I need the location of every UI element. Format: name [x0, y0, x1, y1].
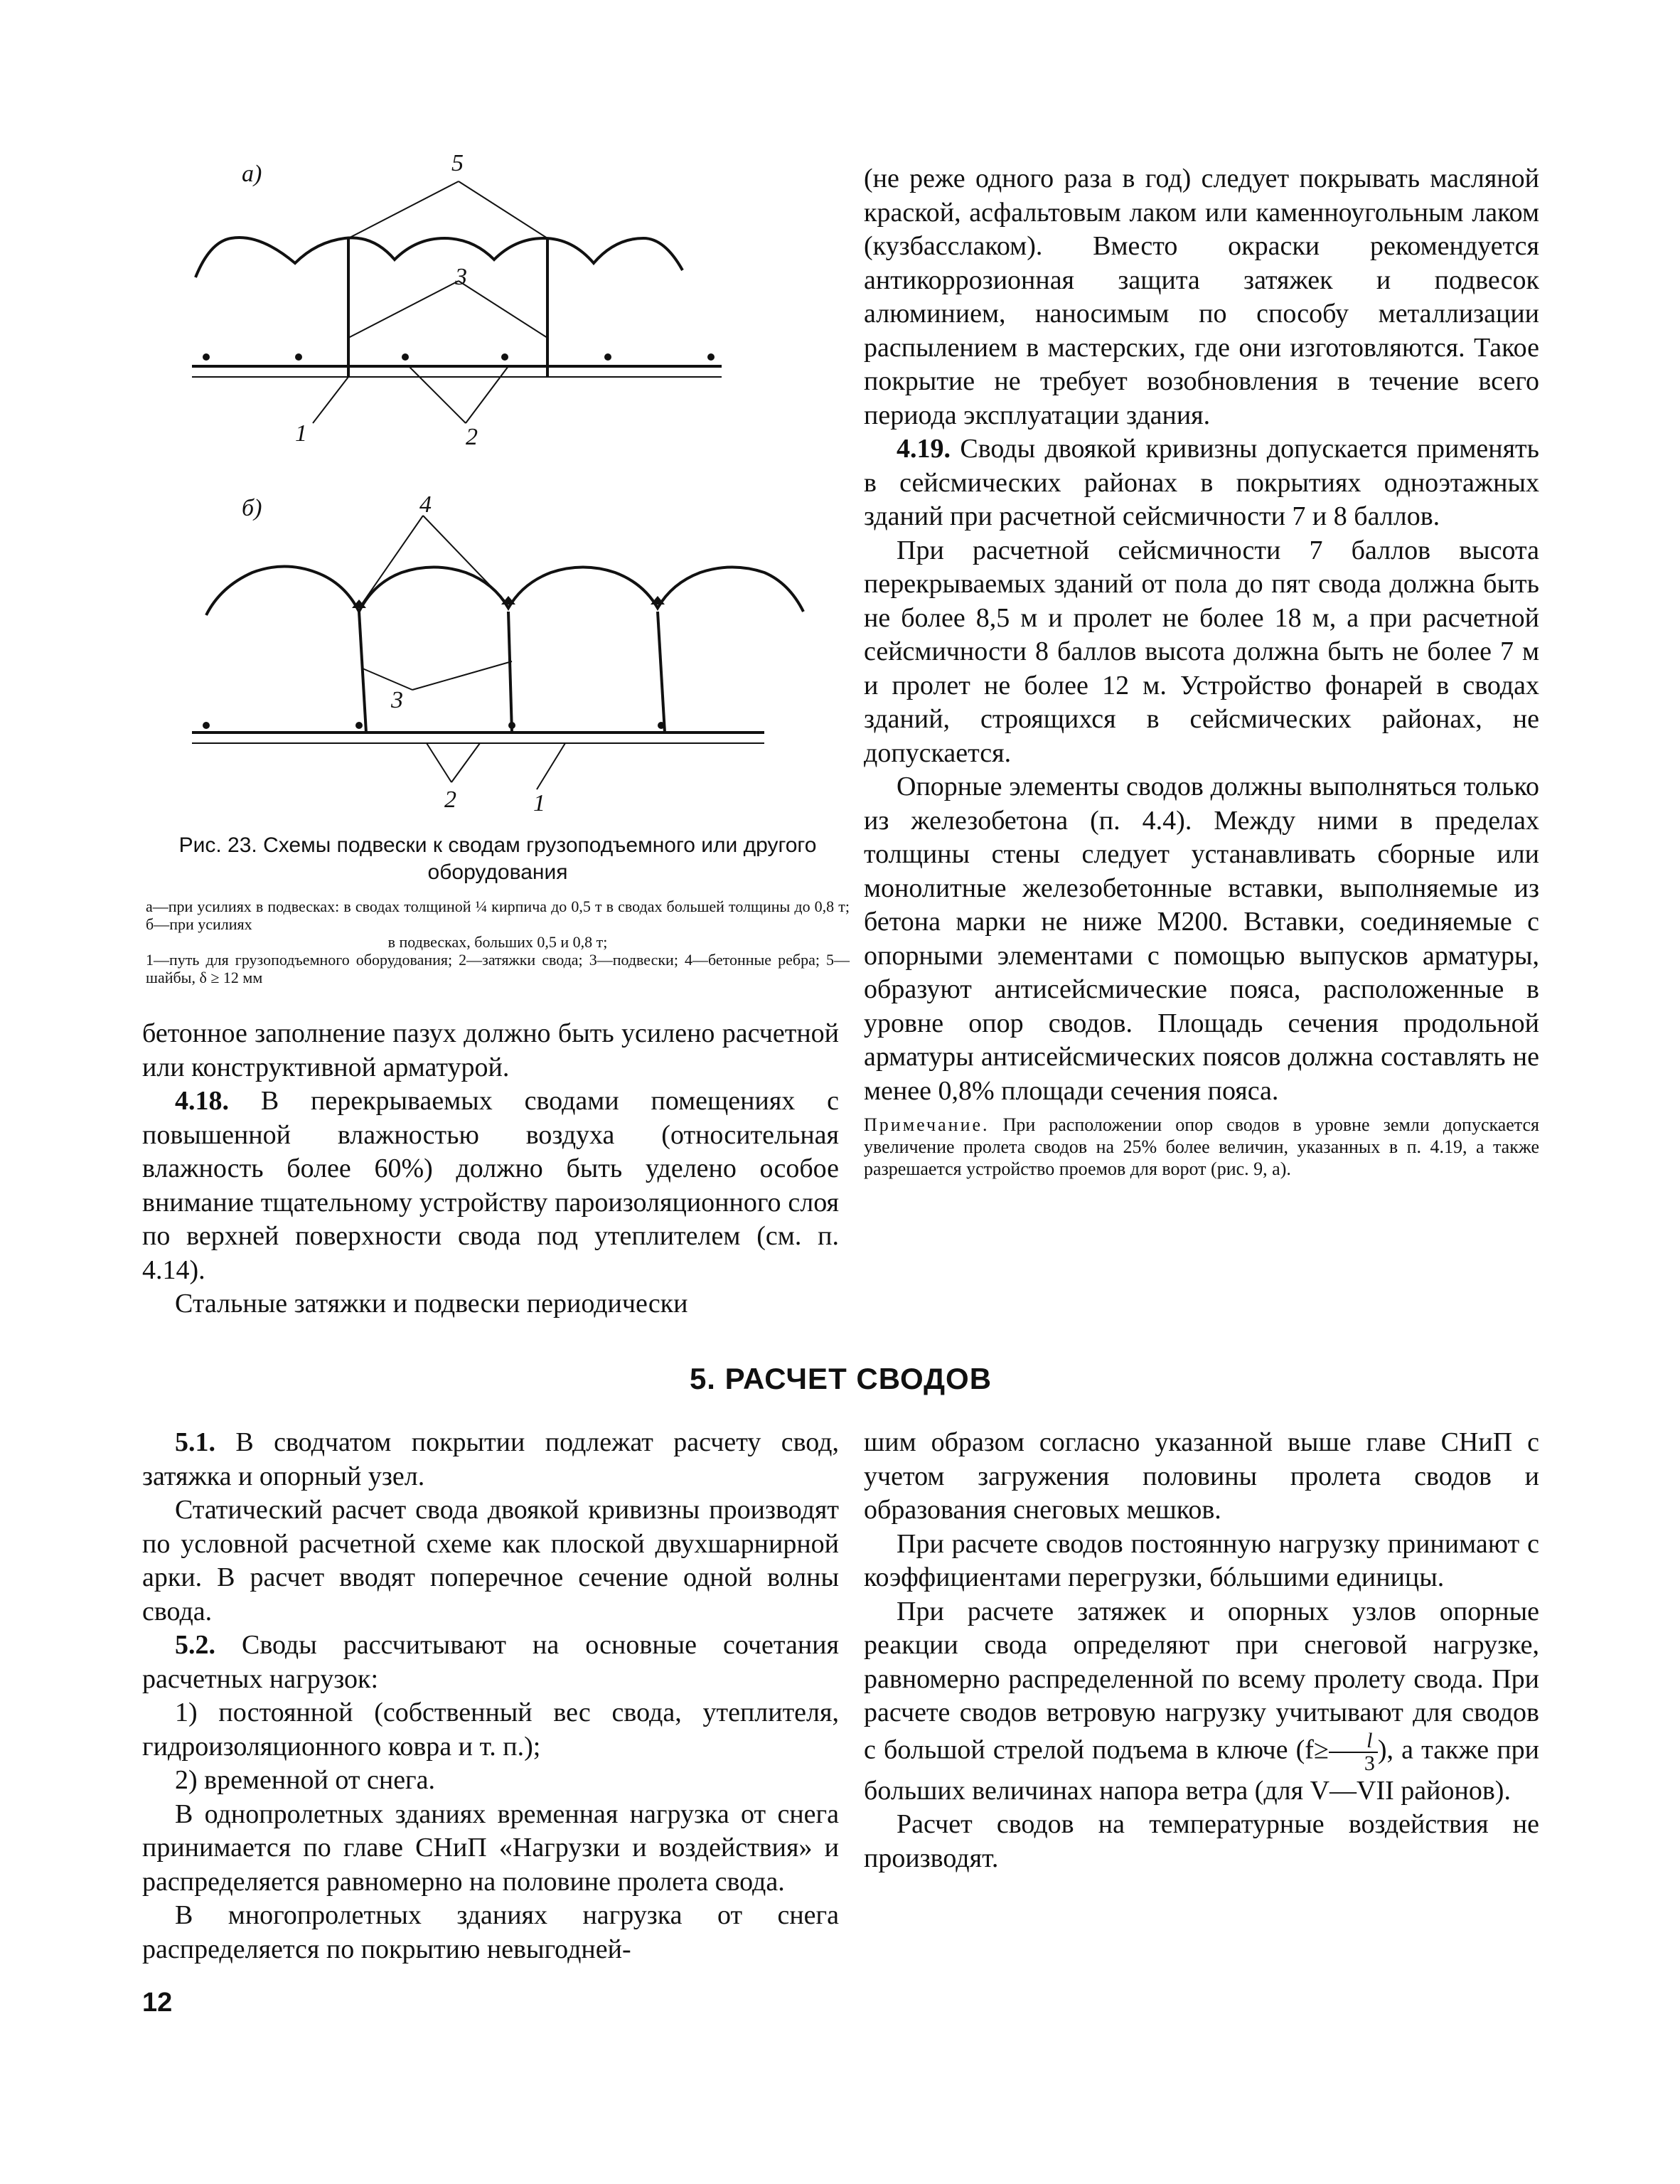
figure-drawing — [153, 142, 835, 832]
legend-line: в подвесках, больших 0,5 и 0,8 т; — [387, 933, 608, 951]
leader-2ba — [427, 743, 451, 782]
label-2-b: 2 — [444, 787, 456, 813]
vault-arch — [196, 238, 683, 277]
paragraph: В однопролетных зданиях временная нагрузка от снега принимается по главе СНиП «Нагрузки и воздействия» и распределяется равномерно на половине пролета свода. — [142, 1799, 839, 1897]
leader-1a — [313, 377, 348, 423]
leader-1b — [537, 743, 565, 789]
paragraph: Статический расчет свода двоякой кривизны производят по условной расчетной схеме как плоской двухшарнирной арки. В расчет вводят поперечное сечение одной волны свода. — [142, 1495, 839, 1626]
leader-4b — [423, 516, 508, 604]
paragraph: Опорные элементы сводов должны выполняться только из железобетона (п. 4.4). Между ними в пределах толщины стены следует устанавливать сборные или монолитные железобетонные вставки, выполняемые из бетона марки не ниже М200. Вставки, соединяемые с опорными элементами с помощью выпусков арматуры, образуют антисейсмические пояса, расположенные в уровне опор сводов. Площадь сечения продольной арматуры антисейсмических поясов должна составлять не менее 0,8% площади сечения пояса. — [864, 772, 1539, 1106]
paragraph: Расчет сводов на температурные воздействия не производят. — [864, 1809, 1539, 1873]
paragraph — [864, 432, 1539, 534]
leader-5b — [459, 181, 547, 238]
label-3-b: 3 — [391, 687, 403, 713]
leader-3a — [348, 281, 459, 338]
figure-caption: Рис. 23. Схемы подвески к сводам грузоподъемного или другого оборудования — [178, 833, 817, 884]
legend-line: а—при усилиях в подвесках: в сводах толщиной ¼ кирпича до 0,5 т в сводах большей толщины до 0,8 т; б—при усилиях — [146, 897, 850, 933]
label-1-b: 1 — [533, 790, 545, 816]
leader-5a — [348, 181, 459, 238]
right-column-top — [864, 162, 1539, 1180]
label-4: 4 — [419, 491, 432, 518]
left-column-bottom — [142, 1426, 839, 1966]
paragraph-text: Своды двоякой кривизны допускается применять в сейсмических районах в покрытиях одноэтажных зданий при расчетной сейсмичности 7 и 8 баллов. — [864, 434, 1539, 531]
paragraph-text: При расчете затяжек и опорных узлов опорные реакции свода определяют при снеговой нагрузке, равномерно распределенной по всему пролету свода. При расчете сводов ветровую нагрузку учитывают для сводов с большой стрелой подъема в ключе (f≥ — [864, 1596, 1539, 1765]
hanger-b3 — [658, 612, 665, 733]
paragraph: Стальные затяжки и подвески периодически — [175, 1289, 688, 1319]
leader-3ba — [363, 668, 412, 690]
paragraph-text: В перекрываемых сводами помещениях с повышенной влажностью воздуха (относительная влажность более 60%) должно быть уделено особое внимание тщательному устройству пароизоляционного слоя по верхней поверхности свода под утеплителем (см. п. 4.14). — [142, 1086, 839, 1285]
paragraph: При расчетной сейсмичности 7 баллов высота перекрываемых зданий от пола до пят свода должна быть не более 8,5 м и пролет не более 18 м, а при расчетной сейсмичности 8 баллов высота должна быть не более 7 м и пролет не более 12 м. Устройство фонарей в сводах зданий, строящихся в сейсмических районах, не допускается. — [864, 535, 1539, 768]
note-text: При расположении опор сводов в уровне земли допускается увеличение пролета сводов на 25% более величин, указанных в п. 4.19, а также разрешается устройство проемов для ворот (рис. 9, а). — [864, 1114, 1539, 1179]
clause-number: 4.19. — [897, 434, 951, 464]
hanger-b1 — [359, 612, 366, 733]
paragraph: (не реже одного раза в год) следует покрывать масляной краской, асфальтовым лаком или каменноугольным лаком (кузбасслаком). Вместо окраски рекомендуется антикоррозионная защита затяжек и подвесок алюминием, наносимым по способу металлизации распылением в мастерских, где они изготовляются. Такое покрытие не требует возобновления в течение всего периода эксплуатации здания. — [864, 164, 1539, 430]
paragraph — [864, 1595, 1539, 1809]
vault-arch-b — [206, 567, 803, 616]
clause-number: 5.1. — [175, 1427, 215, 1457]
section-title: 5. РАСЧЕТ СВОДОВ — [689, 1362, 993, 1395]
paragraph: При расчете сводов постоянную нагрузку принимают с коэффициентами перегрузки, бóльшими единицы. — [864, 1528, 1539, 1592]
hanger-b2 — [508, 612, 512, 733]
paragraph: 2) временной от снега. — [175, 1765, 436, 1795]
panel-b-label: б) — [242, 495, 262, 521]
paragraph — [142, 1085, 839, 1287]
right-column-bottom — [864, 1426, 1539, 1875]
figure-legend — [146, 897, 850, 986]
label-5: 5 — [451, 150, 464, 176]
paragraph-text: ), а также при больших величинах напора ветра (для V—VII районов). — [864, 1735, 1539, 1806]
label-2-a: 2 — [466, 424, 478, 450]
legend-line: 1—путь для грузоподъемного оборудования; 2—затяжки свода; 3—подвески; 4—бетонные ребра; 5—шайбы, δ ≥ 12 мм — [146, 951, 850, 986]
leader-3b — [459, 281, 547, 338]
leader-3bb — [412, 661, 512, 690]
left-column-top — [142, 1017, 839, 1321]
leader-2bb — [451, 743, 480, 782]
leader-2b — [466, 366, 508, 423]
figure-23 — [153, 142, 835, 839]
label-3-a: 3 — [455, 264, 467, 290]
clause-number: 5.2. — [175, 1630, 215, 1660]
clause-number: 4.18. — [175, 1086, 229, 1116]
paragraph: шим образом согласно указанной выше главе СНиП с учетом загружения половины пролета сводов и образования снеговых мешков. — [864, 1427, 1539, 1525]
fraction — [1329, 1730, 1378, 1774]
paragraph-text: В сводчатом покрытии подлежат расчету свод, затяжка и опорный узел. — [142, 1427, 839, 1491]
label-1-a: 1 — [295, 420, 307, 447]
note-label: Примечание. — [864, 1114, 990, 1135]
note — [864, 1114, 1539, 1180]
leader-4a — [359, 516, 423, 608]
page-number: 12 — [142, 1988, 173, 2018]
leader-2a — [409, 366, 466, 423]
panel-a-label: а) — [242, 161, 262, 187]
fraction-denominator: 3 — [1364, 1751, 1375, 1775]
paragraph-text: Своды рассчитывают на основные сочетания расчетных нагрузок: — [142, 1630, 839, 1694]
paragraph: В многопролетных зданиях нагрузка от снега распределяется по покрытию невыгодней- — [142, 1900, 839, 1964]
paragraph: бетонное заполнение пазух должно быть усилено расчетной или конструктивной арматурой. — [142, 1018, 839, 1082]
fraction-numerator: l — [1329, 1730, 1378, 1753]
paragraph — [142, 1426, 839, 1493]
paragraph: 1) постоянной (собственный вес свода, утеплителя, гидроизоляционного ковра и т. п.); — [142, 1698, 839, 1762]
paragraph — [142, 1629, 839, 1696]
